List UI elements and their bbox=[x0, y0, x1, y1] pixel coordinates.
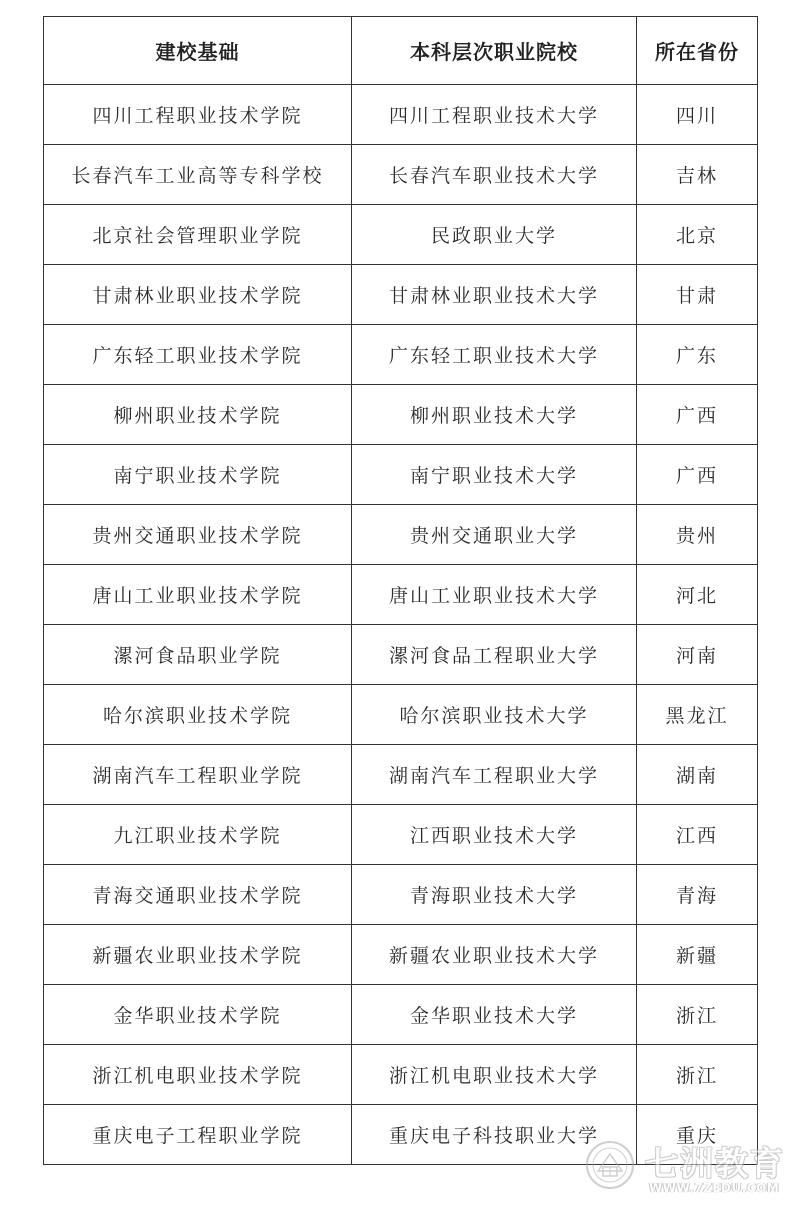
founding-basis-cell: 重庆电子工程职业学院 bbox=[44, 1105, 352, 1165]
province-cell: 河北 bbox=[637, 565, 758, 625]
table-row bbox=[44, 745, 758, 805]
undergraduate-college-cell: 湖南汽车工程职业大学 bbox=[352, 745, 637, 805]
founding-basis-cell: 浙江机电职业技术学院 bbox=[44, 1045, 352, 1105]
province-cell: 贵州 bbox=[637, 505, 758, 565]
undergraduate-college-cell: 柳州职业技术大学 bbox=[352, 385, 637, 445]
table-row bbox=[44, 685, 758, 745]
table-row bbox=[44, 565, 758, 625]
province-cell: 新疆 bbox=[637, 925, 758, 985]
undergraduate-college-cell: 甘肃林业职业技术大学 bbox=[352, 265, 637, 325]
province-cell: 黑龙江 bbox=[637, 685, 758, 745]
undergraduate-college-cell: 哈尔滨职业技术大学 bbox=[352, 685, 637, 745]
school-seal-icon bbox=[585, 1140, 635, 1190]
province-cell: 重庆 bbox=[637, 1105, 758, 1165]
province-cell: 广西 bbox=[637, 445, 758, 505]
province-cell: 江西 bbox=[637, 805, 758, 865]
table-header-row bbox=[44, 17, 758, 85]
province-cell: 青海 bbox=[637, 865, 758, 925]
undergraduate-college-cell: 漯河食品工程职业大学 bbox=[352, 625, 637, 685]
table-row bbox=[44, 85, 758, 145]
undergraduate-college-cell: 四川工程职业技术大学 bbox=[352, 85, 637, 145]
founding-basis-cell: 贵州交通职业技术学院 bbox=[44, 505, 352, 565]
founding-basis-cell: 新疆农业职业技术学院 bbox=[44, 925, 352, 985]
province-cell: 河南 bbox=[637, 625, 758, 685]
table-row bbox=[44, 865, 758, 925]
undergraduate-college-cell: 贵州交通职业大学 bbox=[352, 505, 637, 565]
table-row bbox=[44, 625, 758, 685]
table-row bbox=[44, 145, 758, 205]
undergraduate-college-cell: 唐山工业职业技术大学 bbox=[352, 565, 637, 625]
watermark-brand-name: 七洲教育 bbox=[645, 1144, 785, 1183]
table-row bbox=[44, 205, 758, 265]
founding-basis-cell: 唐山工业职业技术学院 bbox=[44, 565, 352, 625]
undergraduate-college-cell: 青海职业技术大学 bbox=[352, 865, 637, 925]
table-row bbox=[44, 265, 758, 325]
province-cell: 广东 bbox=[637, 325, 758, 385]
founding-basis-cell: 柳州职业技术学院 bbox=[44, 385, 352, 445]
undergraduate-college-cell: 金华职业技术大学 bbox=[352, 985, 637, 1045]
undergraduate-college-cell: 新疆农业职业技术大学 bbox=[352, 925, 637, 985]
table-row bbox=[44, 985, 758, 1045]
table-row bbox=[44, 925, 758, 985]
table-row bbox=[44, 1045, 758, 1105]
watermark-url: WWW.7ZEDU.COM bbox=[649, 1181, 780, 1195]
undergraduate-college-cell: 广东轻工职业技术大学 bbox=[352, 325, 637, 385]
undergraduate-college-cell: 江西职业技术大学 bbox=[352, 805, 637, 865]
table-row bbox=[44, 325, 758, 385]
founding-basis-cell: 广东轻工职业技术学院 bbox=[44, 325, 352, 385]
header-province: 所在省份 bbox=[637, 17, 758, 85]
table-body bbox=[44, 85, 758, 1165]
universities-table bbox=[43, 16, 758, 1165]
founding-basis-cell: 南宁职业技术学院 bbox=[44, 445, 352, 505]
province-cell: 浙江 bbox=[637, 1045, 758, 1105]
founding-basis-cell: 漯河食品职业学院 bbox=[44, 625, 352, 685]
province-cell: 四川 bbox=[637, 85, 758, 145]
founding-basis-cell: 湖南汽车工程职业学院 bbox=[44, 745, 352, 805]
founding-basis-cell: 甘肃林业职业技术学院 bbox=[44, 265, 352, 325]
founding-basis-cell: 金华职业技术学院 bbox=[44, 985, 352, 1045]
header-founding-basis: 建校基础 bbox=[44, 17, 352, 85]
table-row bbox=[44, 445, 758, 505]
province-cell: 北京 bbox=[637, 205, 758, 265]
undergraduate-college-cell: 民政职业大学 bbox=[352, 205, 637, 265]
province-cell: 湖南 bbox=[637, 745, 758, 805]
table-row bbox=[44, 385, 758, 445]
founding-basis-cell: 九江职业技术学院 bbox=[44, 805, 352, 865]
undergraduate-college-cell: 南宁职业技术大学 bbox=[352, 445, 637, 505]
table-row bbox=[44, 505, 758, 565]
founding-basis-cell: 长春汽车工业高等专科学校 bbox=[44, 145, 352, 205]
founding-basis-cell: 四川工程职业技术学院 bbox=[44, 85, 352, 145]
header-undergraduate-college: 本科层次职业院校 bbox=[352, 17, 637, 85]
founding-basis-cell: 青海交通职业技术学院 bbox=[44, 865, 352, 925]
province-cell: 吉林 bbox=[637, 145, 758, 205]
undergraduate-college-cell: 长春汽车职业技术大学 bbox=[352, 145, 637, 205]
undergraduate-college-cell: 重庆电子科技职业大学 bbox=[352, 1105, 637, 1165]
founding-basis-cell: 哈尔滨职业技术学院 bbox=[44, 685, 352, 745]
founding-basis-cell: 北京社会管理职业学院 bbox=[44, 205, 352, 265]
table-row bbox=[44, 805, 758, 865]
province-cell: 甘肃 bbox=[637, 265, 758, 325]
province-cell: 浙江 bbox=[637, 985, 758, 1045]
province-cell: 广西 bbox=[637, 385, 758, 445]
watermark-logo bbox=[585, 1136, 795, 1202]
undergraduate-college-cell: 浙江机电职业技术大学 bbox=[352, 1045, 637, 1105]
